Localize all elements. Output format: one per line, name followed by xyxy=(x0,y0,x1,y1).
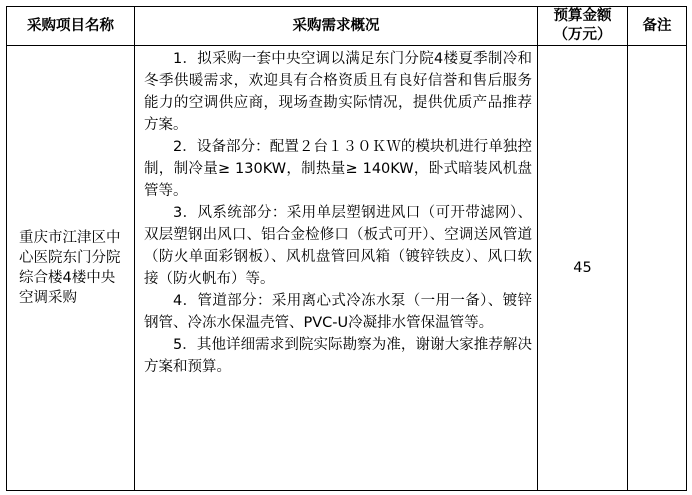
header-project-name: 采购项目名称 xyxy=(7,7,135,46)
requirement-item: 3．风系统部分：采用单层塑钢进风口（可开带滤网）、双层塑钢出风口、铝合金检修口（板式可开）、空调送风管道（防火单面彩钢板）、风机盘管回风箱（镀锌铁皮）、风口软接（防火帆布）等。 xyxy=(144,205,532,287)
requirement-item: 5．其他详细需求到院实际勘察为准，谢谢大家推荐解决方案和预算。 xyxy=(144,337,532,375)
cell-remarks xyxy=(628,46,687,491)
header-budget: 预算金额（万元） xyxy=(538,7,628,46)
header-row xyxy=(7,7,687,46)
cell-budget: 45 xyxy=(538,46,628,491)
procurement-table xyxy=(6,6,687,491)
table-row xyxy=(7,46,687,491)
cell-project-name: 重庆市江津区中心医院东门分院综合楼4楼中央空调采购 xyxy=(7,46,135,491)
requirement-item: 4．管道部分：采用离心式冷冻水泵（一用一备）、镀锌钢管、冷冻水保温壳管、PVC-U冷凝排水管保温管等。 xyxy=(144,293,532,331)
requirement-item: 2．设备部分：配置２台１３０ＫＷ的模块机进行单独控制，制冷量≥ 130KW，制热量≥ 140KW，卧式暗装风机盘管等。 xyxy=(144,139,532,199)
header-requirements: 采购需求概况 xyxy=(135,7,538,46)
requirement-item: 1．拟采购一套中央空调以满足东门分院4楼夏季制冷和冬季供暖需求，欢迎具有合格资质且有良好信誉和售后服务能力的空调供应商，现场查勘实际情况，提供优质产品推荐方案。 xyxy=(144,51,532,133)
cell-requirements xyxy=(135,46,538,491)
header-remarks: 备注 xyxy=(628,7,687,46)
